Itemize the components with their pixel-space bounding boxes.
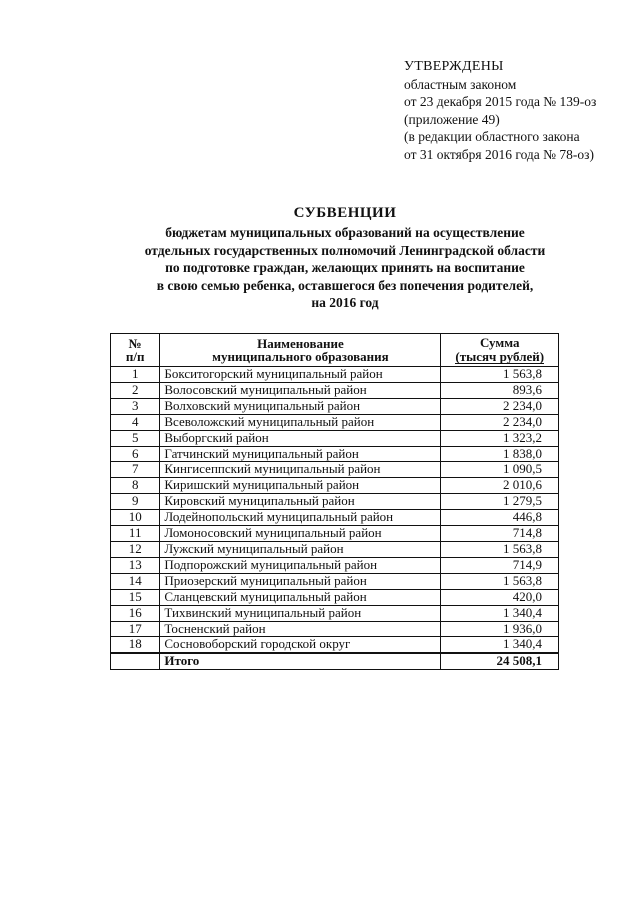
cell-num: 3 [111, 398, 160, 414]
approval-line: (в редакции областного закона [404, 129, 580, 144]
header-sum-line2: (тысяч рублей) [455, 348, 545, 364]
table-row [111, 462, 559, 478]
table-row [111, 367, 559, 383]
cell-num: 14 [111, 573, 160, 589]
table-row [111, 414, 559, 430]
cell-sum: 1 563,8 [441, 573, 559, 589]
cell-sum: 1 323,2 [441, 430, 559, 446]
cell-num: 9 [111, 494, 160, 510]
total-label: Итого [160, 653, 441, 669]
cell-num: 17 [111, 621, 160, 637]
title-line: бюджетам муниципальных образований на осуществление [165, 225, 525, 240]
cell-sum: 2 234,0 [441, 414, 559, 430]
cell-name: Тосненский район [160, 621, 441, 637]
cell-sum: 1 340,4 [441, 637, 559, 653]
cell-sum: 893,6 [441, 382, 559, 398]
subvention-table [110, 333, 559, 670]
cell-sum: 1 340,4 [441, 605, 559, 621]
header-sum-line1: Сумма [479, 335, 520, 350]
cell-sum: 2 010,6 [441, 478, 559, 494]
approval-line: (приложение 49) [404, 111, 500, 127]
cell-name: Приозерский муниципальный район [160, 573, 441, 589]
cell-name: Тихвинский муниципальный район [160, 605, 441, 621]
table-row [111, 398, 559, 414]
header-sum [441, 334, 559, 367]
title-line: на 2016 год [311, 295, 379, 310]
table-header-row [111, 334, 559, 367]
approval-heading: УТВЕРЖДЕНЫ [404, 59, 504, 74]
cell-name: Сосновоборский городской округ [160, 637, 441, 653]
table-row [111, 605, 559, 621]
table-row [111, 589, 559, 605]
cell-num: 13 [111, 557, 160, 573]
cell-num: 16 [111, 605, 160, 621]
title-line: в свою семью ребенка, оставшегося без попечения родителей, [156, 277, 534, 293]
cell-name: Лужский муниципальный район [160, 541, 441, 557]
cell-sum: 446,8 [441, 510, 559, 526]
header-num-line2: п/п [125, 349, 145, 364]
approval-stamp [404, 58, 596, 163]
header-name-line2: муниципального образования [212, 349, 389, 364]
cell-sum: 1 563,8 [441, 367, 559, 383]
cell-name: Киришский муниципальный район [160, 478, 441, 494]
cell-sum: 1 090,5 [441, 462, 559, 478]
cell-sum: 420,0 [441, 589, 559, 605]
cell-num: 11 [111, 526, 160, 542]
cell-num: 12 [111, 541, 160, 557]
approval-line: от 31 октября 2016 года № 78-оз) [404, 146, 594, 162]
cell-name: Подпорожский муниципальный район [160, 557, 441, 573]
header-name [160, 334, 441, 367]
table-row [111, 526, 559, 542]
cell-sum: 1 279,5 [441, 494, 559, 510]
cell-name: Сланцевский муниципальный район [160, 589, 441, 605]
cell-name: Ломоносовский муниципальный район [160, 526, 441, 542]
title-main: СУБВЕНЦИИ [293, 205, 397, 221]
cell-sum: 714,9 [441, 557, 559, 573]
cell-name: Лодейнопольский муниципальный район [160, 510, 441, 526]
table-row [111, 382, 559, 398]
header-name-line1: Наименование [257, 335, 344, 351]
cell-name: Кировский муниципальный район [160, 494, 441, 510]
table-row [111, 637, 559, 653]
cell-num: 10 [111, 510, 160, 526]
document-title [0, 202, 640, 312]
table-row [111, 573, 559, 589]
cell-name: Гатчинский муниципальный район [160, 446, 441, 462]
table-row [111, 478, 559, 494]
cell-num: 7 [111, 462, 160, 478]
cell-num: 18 [111, 637, 160, 653]
cell-name: Выборгский район [160, 430, 441, 446]
cell-num: 15 [111, 589, 160, 605]
table-row [111, 621, 559, 637]
table-row [111, 446, 559, 462]
total-sum: 24 508,1 [441, 653, 559, 669]
table-row [111, 557, 559, 573]
table-row [111, 494, 559, 510]
cell-name: Кингисеппский муниципальный район [160, 462, 441, 478]
cell-name: Волосовский муниципальный район [160, 382, 441, 398]
cell-name: Волховский муниципальный район [160, 398, 441, 414]
cell-num: 5 [111, 430, 160, 446]
cell-sum: 1 838,0 [441, 446, 559, 462]
header-num [111, 334, 160, 367]
cell-num: 8 [111, 478, 160, 494]
cell-name: Всеволожский муниципальный район [160, 414, 441, 430]
title-line: отдельных государственных полномочий Ленинградской области [144, 242, 546, 258]
cell-sum: 2 234,0 [441, 398, 559, 414]
cell-sum: 714,8 [441, 526, 559, 542]
total-num-cell [111, 653, 160, 669]
cell-num: 6 [111, 446, 160, 462]
table-row [111, 430, 559, 446]
approval-line: от 23 декабря 2015 года № 139-оз [404, 94, 597, 109]
header-num-line1: № [128, 335, 142, 351]
cell-num: 1 [111, 367, 160, 383]
cell-name: Бокситогорский муниципальный район [160, 367, 441, 383]
title-line: по подготовке граждан, желающих принять на воспитание [165, 260, 525, 275]
total-row [111, 653, 559, 669]
cell-num: 2 [111, 382, 160, 398]
table-row [111, 541, 559, 557]
cell-sum: 1 936,0 [441, 621, 559, 637]
cell-num: 4 [111, 414, 160, 430]
approval-line: областным законом [404, 76, 517, 92]
table-row [111, 510, 559, 526]
cell-sum: 1 563,8 [441, 541, 559, 557]
